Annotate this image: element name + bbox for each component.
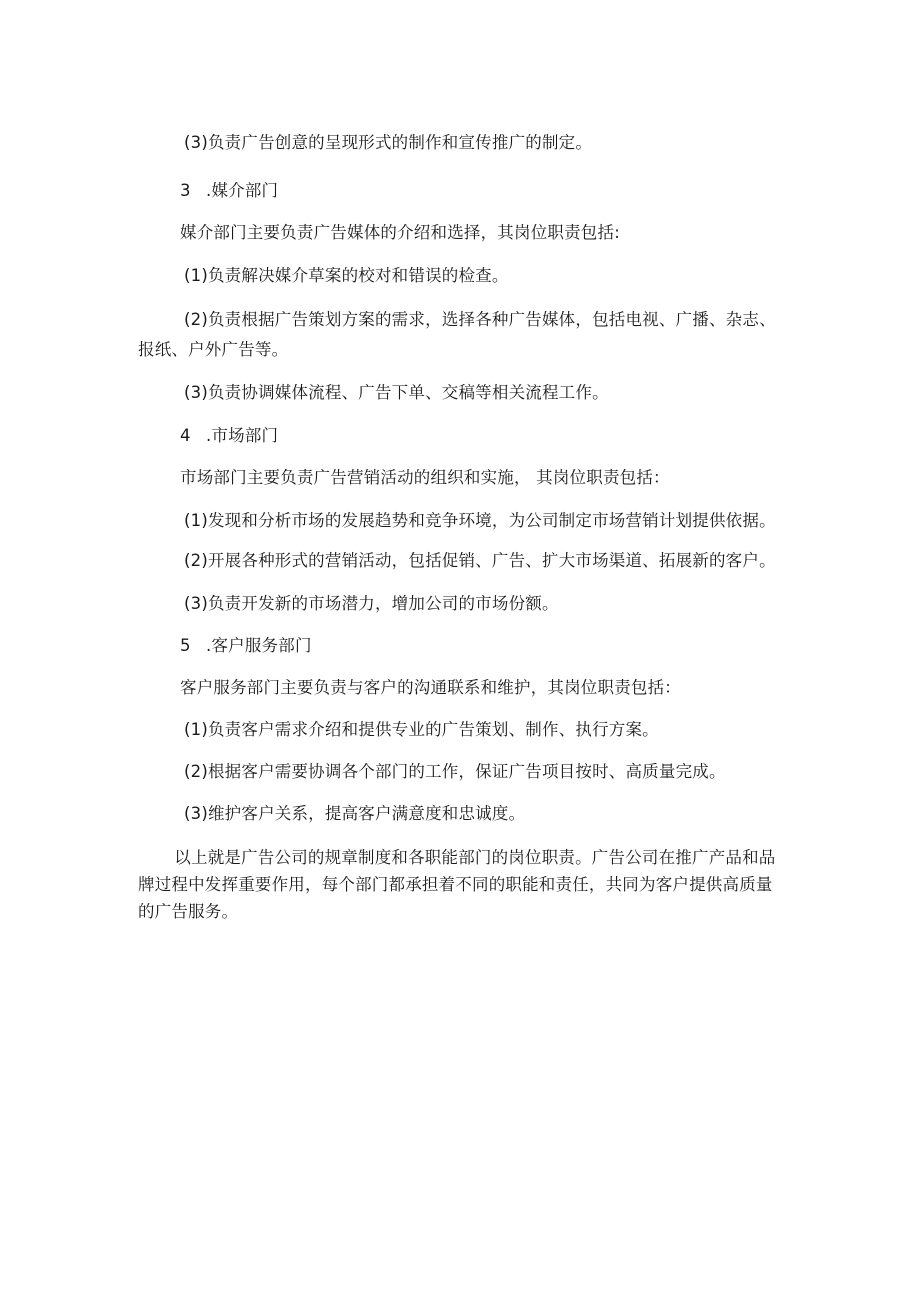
media-intro: 媒介部门主要负责广告媒体的介绍和选择，其岗位职责包括: [180,223,620,242]
service-heading [180,635,312,657]
service-intro: 客户服务部门主要负责与客户的沟通联系和维护，其岗位职责包括： [180,678,681,697]
market-item-2: (2)开展各种形式的营销活动，包括促销、广告、扩大市场渠道、拓展新的客户。 [184,551,776,570]
media-heading [180,180,278,202]
media-heading-number: 3 [180,181,191,200]
creative-item-3: (3)负责广告创意的呈现形式的制作和宣传推广的制定。 [184,133,593,152]
market-item-1: (1)发现和分析市场的发展趋势和竞争环境，为公司制定市场营销计划提供依据。 [184,511,776,530]
service-item-1: (1)负责客户需求介绍和提供专业的广告策划、制作、执行方案。 [184,720,659,739]
service-item-2: (2)根据客户需要协调各个部门的工作，保证广告项目按时、高质量完成。 [184,762,726,781]
market-heading-number: 4 [180,426,191,445]
service-heading-number: 5 [180,636,191,655]
market-item-3: (3)负责开发新的市场潜力，增加公司的市场份额。 [184,594,559,613]
conclusion-paragraph: 以上就是广告公司的规章制度和各职能部门的岗位职责。广告公司在推广产品和品牌过程中发挥重要作用，每个部门都承担着不同的职能和责任，共同为客户提供高质量的广告服务。 [138,848,776,921]
media-item-2-line-1: (2)负责根据广告策划方案的需求，选择各种广告媒体，包括电视、广播、杂志、 [184,310,776,329]
service-item-3: (3)维护客户关系，提高客户满意度和忠诚度。 [184,804,526,823]
media-item-3: (3)负责协调媒体流程、广告下单、交稿等相关流程工作。 [184,383,609,402]
media-item-2-line-2: 报纸、户外广告等。 [138,340,289,359]
media-item-1: (1)负责解决媒介草案的校对和错误的检查。 [184,266,509,285]
market-heading-title: .市场部门 [206,426,279,445]
service-heading-title: .客户服务部门 [206,636,312,655]
market-intro: 市场部门主要负责广告营销活动的组织和实施， 其岗位职责包括： [180,468,670,487]
media-heading-title: .媒介部门 [206,181,279,200]
market-heading [180,425,278,447]
